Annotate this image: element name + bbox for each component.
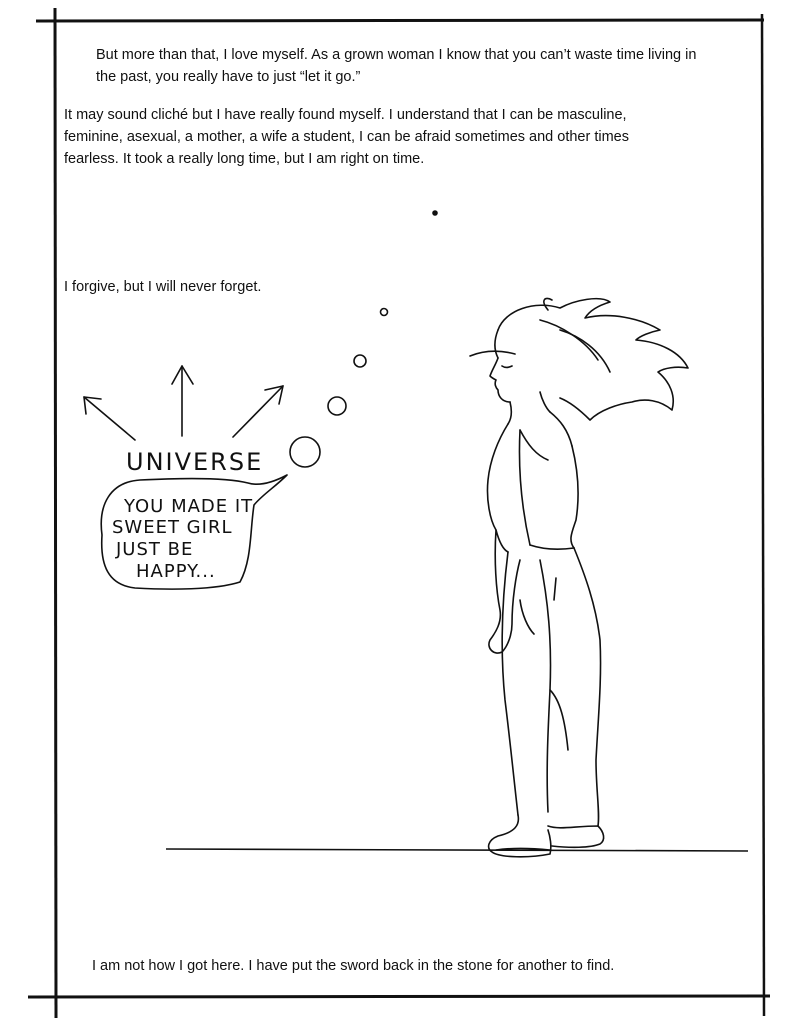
- paragraph-forgive: I forgive, but I will never forget.: [64, 279, 262, 295]
- universe-label: UNIVERSE: [126, 448, 264, 476]
- speech-line-4: HAPPY...: [136, 561, 216, 582]
- woman-figure-icon: [470, 298, 688, 856]
- speech-line-3: JUST BE: [116, 539, 194, 560]
- paragraph-sword-stone: I am not how I got here. I have put the sword back in the stone for another to find.: [92, 958, 615, 974]
- speech-line-2: SWEET GIRL: [112, 517, 233, 538]
- speech-line-1: YOU MADE IT: [124, 496, 254, 517]
- paragraph-love-myself: But more than that, I love myself. As a grown woman I know that you can’t waste time living in the past, you really have to just “let it go.”: [96, 47, 697, 85]
- thought-bubbles-icon: [290, 211, 437, 467]
- paragraph-found-myself: It may sound cliché but I have really found myself. I understand that I can be masculine, feminine, asexual, a mother, a wife a student, I can be afraid sometimes and other times fearless. It took a really long time, but I am right on time.: [64, 107, 629, 167]
- universe-arrows-icon: [84, 366, 283, 440]
